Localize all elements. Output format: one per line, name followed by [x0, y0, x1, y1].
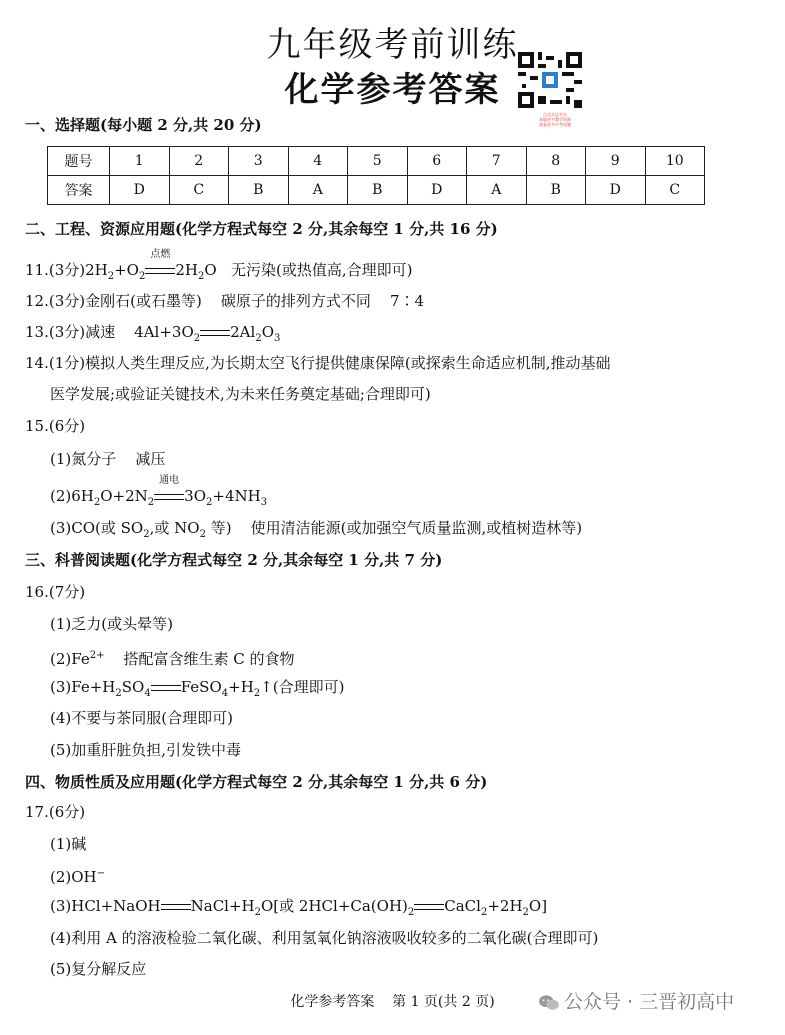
answer-line: 医学发展;或验证关键技术,为未来任务奠定基础;合理即可): [50, 385, 431, 403]
wechat-icon: [538, 994, 560, 1012]
table-cell: D: [407, 176, 467, 205]
table-cell: B: [348, 176, 408, 205]
subscript: 2: [115, 688, 122, 699]
text: O: [204, 261, 217, 279]
answer-line: 15.(6分): [25, 417, 86, 435]
text: +2H: [487, 897, 523, 915]
text: +H: [228, 678, 254, 696]
reaction-arrow: [151, 677, 181, 697]
table-row: [48, 176, 705, 205]
reaction-condition: 点燃: [150, 249, 171, 260]
text: (3)CO(或 SO: [50, 519, 144, 537]
qr-caption-line: 查看更多中考试题: [539, 122, 571, 127]
table-cell: 9: [586, 147, 646, 176]
table-cell: 10: [645, 147, 705, 176]
text: (2)Fe: [50, 650, 90, 668]
reaction-arrow: [145, 249, 175, 280]
subscript: 2: [480, 907, 488, 918]
superscript: 2+: [89, 650, 105, 661]
answer-line: (5)复分解反应: [50, 960, 147, 978]
table-cell: 8: [526, 147, 586, 176]
answer-line: (1)氮分子 减压: [50, 450, 166, 468]
text: (3)Fe+H: [50, 678, 116, 696]
text: FeSO: [180, 678, 222, 696]
subscript: 2: [199, 529, 206, 540]
answer-line: 12.(3分)金刚石(或石墨等) 碳原子的排列方式不同 7∶4: [25, 292, 425, 310]
subscript: 2: [138, 271, 146, 282]
answer-line: [25, 249, 413, 287]
reaction-arrow: [200, 322, 230, 342]
answer-line: 14.(1分)模拟人类生理反应,为长期太空飞行提供健康保障(或探索生命适应机制,推动基础: [25, 354, 611, 372]
table-header-cell: 答案: [48, 176, 110, 205]
subscript: 2: [143, 529, 150, 540]
text: 等) 使用清洁能源(或加强空气质量监测,或植树造林等): [205, 519, 583, 537]
table-cell: B: [526, 176, 586, 205]
subscript: 2: [107, 271, 115, 282]
answer-line: [50, 475, 268, 513]
text: 11.(3分)2H: [25, 261, 108, 279]
table-cell: B: [229, 176, 289, 205]
subscript: 2: [147, 497, 155, 508]
text: +O: [114, 261, 139, 279]
text: O: [261, 323, 275, 341]
subscript: 3: [274, 333, 281, 344]
qr-caption-line: 获取更多教学资源: [539, 117, 571, 122]
document-title: 九年级考前训练: [266, 25, 519, 65]
text: ↑(合理即可): [260, 678, 345, 696]
table-cell: 2: [169, 147, 229, 176]
reaction-arrow: [154, 475, 184, 506]
table-cell: A: [288, 176, 348, 205]
answer-line: (1)碱: [50, 835, 87, 853]
text: 搭配富含维生素 C 的食物: [104, 650, 295, 668]
answer-line: (5)加重肝脏负担,引发铁中毒: [50, 741, 242, 759]
table-cell: C: [169, 176, 229, 205]
text: 2Al: [230, 323, 256, 341]
answer-line: 16.(7分): [25, 583, 86, 601]
section-title: 四、物质性质及应用题(化学方程式每空 2 分,其余每空 1 分,共 6 分): [25, 773, 488, 791]
table-cell: 3: [229, 147, 289, 176]
text: 3O: [184, 487, 207, 505]
section-title: 二、工程、资源应用题(化学方程式每空 2 分,其余每空 1 分,共 16 分): [25, 220, 498, 238]
subscript: 2: [255, 333, 262, 344]
text: O+2N: [100, 487, 148, 505]
table-cell: D: [110, 176, 170, 205]
table-cell: 6: [407, 147, 467, 176]
table-cell: A: [467, 176, 527, 205]
reaction-arrow: [414, 896, 444, 916]
document-subtitle: 化学参考答案: [284, 70, 501, 110]
text: 13.(3分)减速 4Al+3O: [25, 323, 194, 341]
text: 无污染(或热值高,合理即可): [230, 261, 413, 279]
answer-line: (4)利用 A 的溶液检验二氧化碳、利用氢氧化钠溶液吸收较多的二氧化碳(合理即可): [50, 929, 599, 947]
answer-line: [50, 896, 547, 923]
answer-line: 17.(6分): [25, 803, 86, 821]
table-row: [48, 147, 705, 176]
qr-caption: [515, 112, 595, 127]
subscript: 2: [93, 497, 101, 508]
section-title: 一、选择题(每小题 2 分,共 20 分): [25, 116, 262, 134]
answer-line: (4)不要与茶同服(合理即可): [50, 709, 233, 727]
subscript: 2: [193, 333, 201, 344]
superscript: −: [96, 868, 106, 879]
table-cell: 1: [110, 147, 170, 176]
text: NaCl+H: [190, 897, 255, 915]
text: SO: [121, 678, 145, 696]
text: O]: [528, 897, 548, 915]
watermark: [538, 990, 734, 1014]
reaction-condition: 通电: [159, 475, 180, 486]
text: (2)6H: [50, 487, 94, 505]
text: (3)HCl+NaOH: [50, 897, 161, 915]
text: 2H: [175, 261, 198, 279]
reaction-arrow: [161, 896, 191, 916]
text: (2)OH: [50, 868, 97, 886]
subscript: 2: [522, 907, 529, 918]
text: ,或 NO: [149, 519, 200, 537]
answer-line: [50, 677, 344, 704]
answer-table: [47, 146, 705, 205]
table-cell: 5: [348, 147, 408, 176]
subscript: 2: [206, 497, 213, 508]
qr-code: [518, 52, 582, 108]
subscript: 4: [221, 688, 229, 699]
table-header-cell: 题号: [48, 147, 110, 176]
qr-caption-line: 点击关注平台: [543, 112, 567, 117]
subscript: 3: [260, 497, 268, 508]
text: +4NH: [212, 487, 261, 505]
subscript: 2: [407, 907, 415, 918]
text: O[或 2HCl+Ca(OH): [261, 897, 408, 915]
subscript: 2: [254, 907, 261, 918]
table-cell: D: [586, 176, 646, 205]
text: CaCl: [444, 897, 481, 915]
answer-line: [50, 646, 295, 669]
answer-line: (1)乏力(或头晕等): [50, 615, 173, 633]
table-cell: 4: [288, 147, 348, 176]
answer-line: [25, 322, 280, 349]
table-cell: C: [645, 176, 705, 205]
answer-line: [50, 518, 582, 545]
answer-line: [50, 864, 105, 887]
subscript: 4: [144, 688, 151, 699]
subscript: 2: [253, 688, 261, 699]
table-cell: 7: [467, 147, 527, 176]
page-footer: 化学参考答案 第 1 页(共 2 页): [290, 994, 495, 1010]
watermark-text: 公众号 · 三晋初高中: [564, 991, 735, 1013]
section-title: 三、科普阅读题(化学方程式每空 2 分,其余每空 1 分,共 7 分): [25, 551, 443, 569]
subscript: 2: [197, 271, 205, 282]
